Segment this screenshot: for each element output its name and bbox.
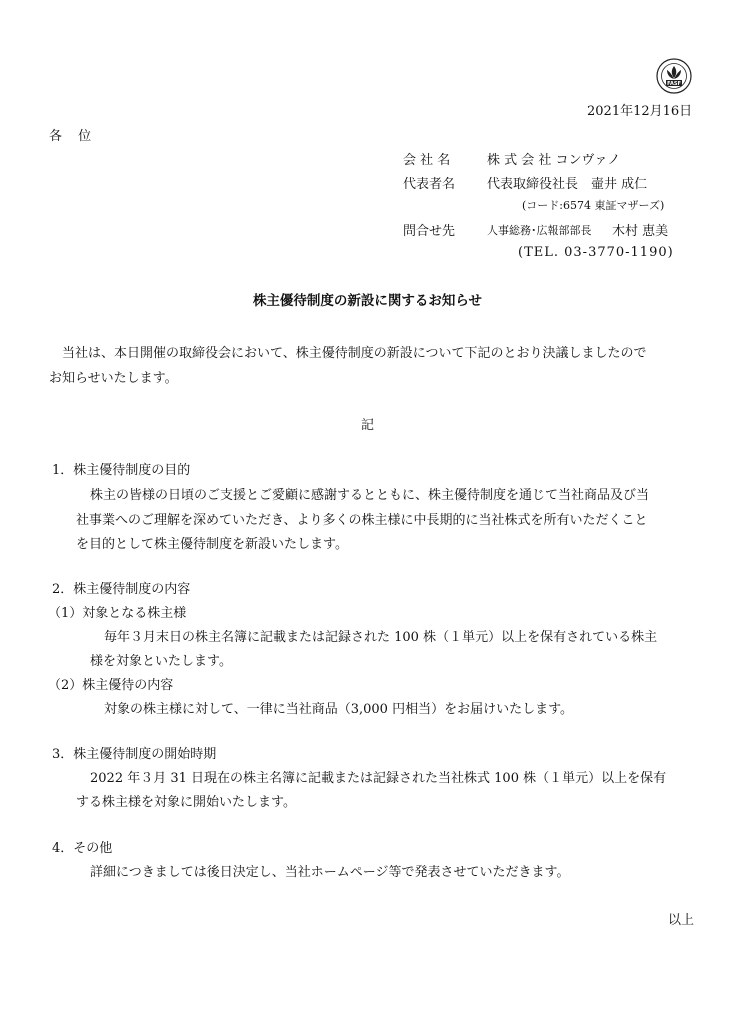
section-1-line-1: 株主の皆様の日頃のご支援とご愛顧に感謝するとともに、株主優待制度を通じて当社商品及び当 xyxy=(90,488,650,503)
fasf-logo-icon xyxy=(656,58,692,94)
section-1-heading: 1．株主優待制度の目的 xyxy=(52,463,191,478)
document-date: 2021年12月16日 xyxy=(587,104,693,119)
section-4-heading: 4．その他 xyxy=(52,841,113,856)
section-2-sub-2-heading: （2）株主優待の内容 xyxy=(48,678,174,693)
section-2-sub-1-line-2: 様を対象といたします。 xyxy=(90,654,232,669)
representative-label: 代表者名 xyxy=(403,177,456,192)
intro-line-1: 当社は、本日開催の取締役会において、株主優待制度の新設について下記のとおり決議しましたので xyxy=(62,346,647,361)
company-name-label: 会 社 名 xyxy=(403,153,451,168)
logo-text: FASF xyxy=(667,81,681,87)
stock-code: (コード:6574 東証マザーズ) xyxy=(522,199,665,212)
ki-heading: 記 xyxy=(360,418,374,433)
contact-role: 人事総務･広報部部長 xyxy=(487,224,592,237)
section-3-line-2: する株主様を対象に開始いたします。 xyxy=(76,795,296,810)
closing-mark: 以上 xyxy=(668,913,695,928)
section-3-heading: 3．株主優待制度の開始時期 xyxy=(52,747,217,762)
contact-tel: (TEL. 03-3770-1190) xyxy=(518,245,674,260)
section-2-sub-1-line-1: 毎年３月末日の株主名簿に記載または記録された 100 株（１単元）以上を保有されている株主 xyxy=(104,630,658,645)
section-3-line-1: 2022 年３月 31 日現在の株主名簿に記載または記録された当社株式 100 株（１単元）以上を保有 xyxy=(90,771,667,786)
representative-name: 代表取締役社長 壷井 成仁 xyxy=(487,177,648,192)
document-title: 株主優待制度の新設に関するお知らせ xyxy=(252,293,483,309)
intro-line-2: お知らせいたします。 xyxy=(49,371,178,386)
section-1-line-3: を目的として株主優待制度を新設いたします。 xyxy=(76,537,348,552)
section-4-line-1: 詳細につきましては後日決定し、当社ホームページ等で発表させていただきます。 xyxy=(90,865,570,880)
section-1-line-2: 社事業へのご理解を深めていただき、より多くの株主様に中長期的に当社株式を所有いただくこと xyxy=(76,513,648,528)
contact-name: 木村 恵美 xyxy=(612,224,669,239)
section-2-heading: 2．株主優待制度の内容 xyxy=(52,582,191,597)
company-name: 株 式 会 社 コンヴァノ xyxy=(487,153,621,168)
section-2-sub-2-line-1: 対象の株主様に対して、一律に当社商品（3,000 円相当）をお届けいたします。 xyxy=(104,702,574,717)
addressee: 各 位 xyxy=(49,129,98,144)
section-2-sub-1-heading: （1）対象となる株主様 xyxy=(48,606,187,621)
contact-label: 問合せ先 xyxy=(403,224,456,239)
